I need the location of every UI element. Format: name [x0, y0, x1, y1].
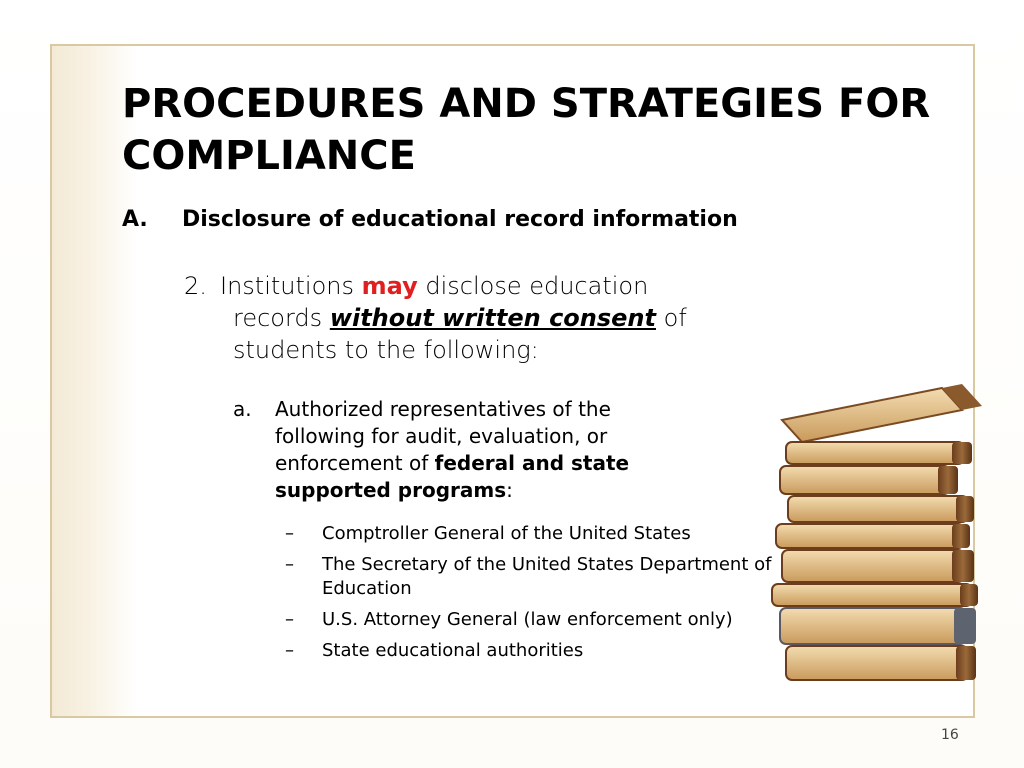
- section-heading: [122, 205, 738, 235]
- dash-bullet: –: [285, 554, 294, 575]
- without-consent-emphasis: without written consent: [329, 304, 656, 332]
- book-5: [776, 524, 964, 548]
- book-top: [782, 388, 962, 442]
- authorities-list: [285, 522, 785, 670]
- point-a-line-1: Authorized representatives of the: [275, 397, 611, 421]
- point-a-line-2: following for audit, evaluation, or: [275, 424, 608, 448]
- book-6: [782, 550, 964, 582]
- list-item-text: State educational authorities: [322, 640, 584, 661]
- point-a-line-4: [233, 477, 703, 504]
- point-a-line-3: [233, 450, 703, 477]
- dash-bullet: –: [285, 640, 294, 661]
- list-item: [285, 553, 785, 601]
- book-stack-image: [762, 380, 994, 690]
- point-2-cont-post: of: [663, 304, 687, 332]
- book-7: [772, 584, 972, 606]
- list-item: [285, 639, 785, 663]
- list-item: [285, 522, 785, 546]
- list-item-text: U.S. Attorney General (law enforcement only): [322, 609, 733, 630]
- point-a-line-3-pre: enforcement of: [275, 451, 429, 475]
- point-a: [233, 396, 703, 504]
- point-2-number: 2.: [184, 272, 207, 300]
- dash-bullet: –: [285, 523, 294, 544]
- list-item-text: Comptroller General of the United States: [322, 523, 691, 544]
- point-a-line-3-bold: federal and state: [434, 451, 630, 475]
- book-2: [786, 442, 964, 464]
- book-8: [780, 608, 966, 644]
- book-4: [788, 496, 968, 522]
- book-3: [780, 466, 950, 494]
- may-emphasis: may: [361, 272, 418, 300]
- section-heading-text: Disclosure of educational record information: [182, 207, 738, 232]
- point-2-pre: Institutions: [220, 272, 354, 300]
- list-item: [285, 608, 785, 632]
- point-2: [184, 270, 724, 366]
- point-a-line-4-bold: supported programs: [275, 478, 507, 502]
- point-2-line-2: [184, 302, 724, 334]
- list-item-text: The Secretary of the United States Department of Education: [322, 554, 772, 599]
- book-9: [786, 646, 968, 680]
- point-2-line-3: students to the following:: [233, 336, 539, 364]
- slide-title: PROCEDURES AND STRATEGIES FOR COMPLIANCE: [122, 81, 931, 179]
- page-number: 16: [941, 727, 959, 743]
- point-2-mid: disclose education: [425, 272, 649, 300]
- dash-bullet: –: [285, 609, 294, 630]
- point-a-marker: a.: [233, 397, 252, 421]
- point-a-line-4-post: :: [506, 478, 513, 502]
- point-2-cont-pre: records: [233, 304, 323, 332]
- section-letter: A.: [122, 207, 148, 232]
